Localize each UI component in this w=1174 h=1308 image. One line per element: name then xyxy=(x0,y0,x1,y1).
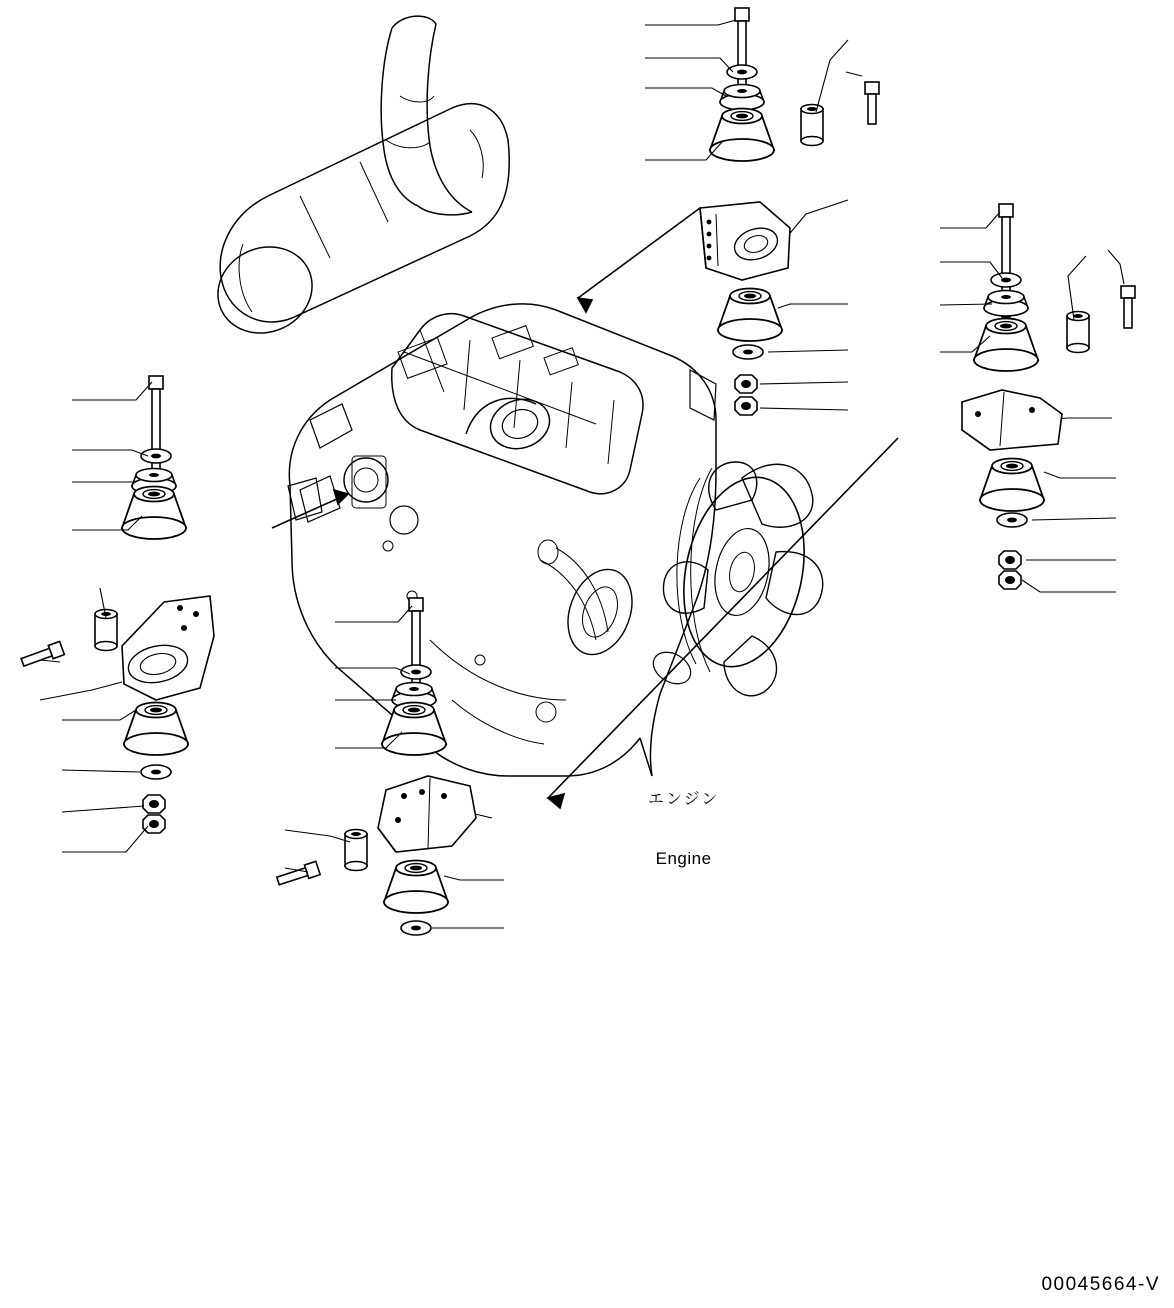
washer-icon xyxy=(727,65,757,79)
washer-plate-icon xyxy=(720,85,764,111)
engine-label xyxy=(648,752,719,907)
bolt-icon xyxy=(1121,286,1135,328)
rubber-mount-icon xyxy=(974,319,1038,372)
rubber-mount-icon xyxy=(718,289,782,342)
callout-group-lower-center xyxy=(276,598,504,935)
callout-group-upper-mount xyxy=(718,289,848,416)
bolt-icon xyxy=(276,861,320,887)
callout-group-left xyxy=(20,376,214,852)
washer-icon xyxy=(141,765,171,779)
cooling-fan-icon xyxy=(663,462,822,696)
rubber-mount-icon xyxy=(710,109,774,162)
washer-icon xyxy=(141,449,171,463)
nut-icon xyxy=(999,551,1021,569)
bolt-icon xyxy=(865,82,879,124)
nut-icon xyxy=(143,815,165,833)
engine-label-en: Engine xyxy=(655,848,712,868)
bolt-icon xyxy=(20,641,64,669)
nut-icon xyxy=(735,397,757,415)
washer-icon xyxy=(997,513,1027,527)
nut-icon xyxy=(143,795,165,813)
rubber-mount-icon xyxy=(384,861,448,914)
spacer-icon xyxy=(345,830,367,871)
washer-plate-icon xyxy=(984,291,1028,317)
washer-icon xyxy=(401,921,431,935)
engine-label-jp: エンジン xyxy=(648,791,720,809)
nut-icon xyxy=(999,571,1021,589)
exhaust-pipe-icon xyxy=(381,16,472,215)
rubber-mount-icon xyxy=(122,487,186,540)
mount-bracket-icon xyxy=(700,202,790,280)
spacer-icon xyxy=(1067,312,1089,353)
washer-icon xyxy=(991,273,1021,287)
drawing-number: 00045664-V xyxy=(1041,1274,1160,1296)
nut-icon xyxy=(735,375,757,393)
rubber-mount-icon xyxy=(980,459,1044,512)
rubber-mount-icon xyxy=(382,703,446,756)
spacer-icon xyxy=(801,105,823,146)
rubber-mount-icon xyxy=(124,703,188,756)
callout-group-right xyxy=(940,204,1135,592)
washer-icon xyxy=(733,345,763,359)
